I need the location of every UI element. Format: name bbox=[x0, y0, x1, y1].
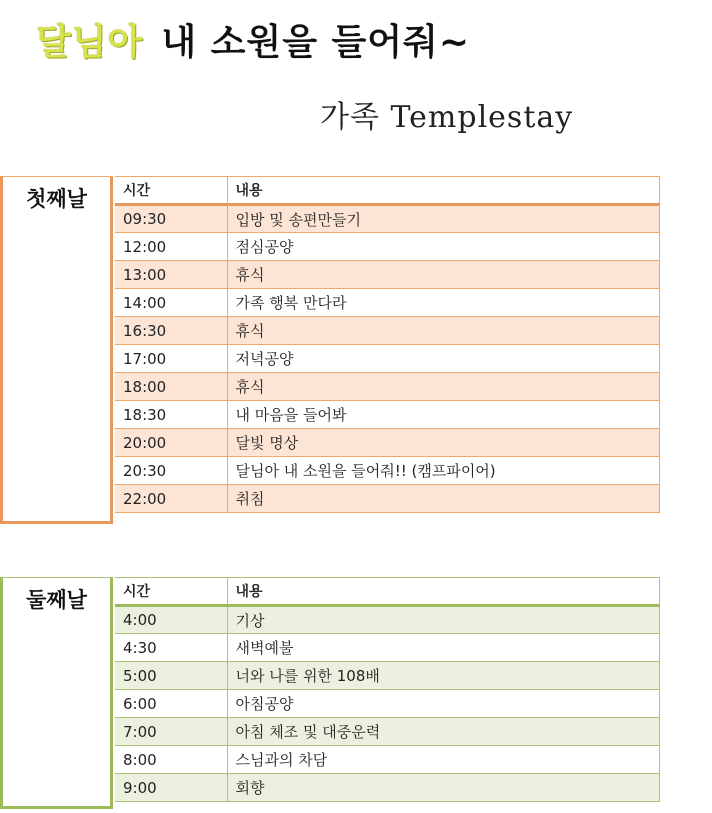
table-row bbox=[115, 485, 660, 513]
title-rest: 내 소원을 들어줘~ bbox=[161, 22, 470, 63]
time-cell: 7:00 bbox=[115, 718, 227, 746]
content-cell: 아침공양 bbox=[227, 690, 660, 718]
content-cell: 달빛 명상 bbox=[227, 429, 660, 457]
time-cell: 20:30 bbox=[115, 457, 227, 485]
day2-label: 둘째날 bbox=[0, 577, 113, 809]
table-row bbox=[115, 634, 660, 662]
title-highlight: 달님아 bbox=[36, 22, 144, 63]
time-cell: 16:30 bbox=[115, 317, 227, 345]
content-cell: 저녁공양 bbox=[227, 345, 660, 373]
table-row bbox=[115, 401, 660, 429]
time-cell: 5:00 bbox=[115, 662, 227, 690]
content-cell: 휴식 bbox=[227, 373, 660, 401]
time-cell: 12:00 bbox=[115, 233, 227, 261]
content-cell: 스님과의 차담 bbox=[227, 746, 660, 774]
time-cell: 14:00 bbox=[115, 289, 227, 317]
page-title bbox=[36, 14, 470, 65]
table-row bbox=[115, 345, 660, 373]
time-cell: 4:30 bbox=[115, 634, 227, 662]
table-row bbox=[115, 746, 660, 774]
day2-header-content: 내용 bbox=[227, 578, 660, 606]
day2-header-time: 시간 bbox=[115, 578, 227, 606]
table-row bbox=[115, 690, 660, 718]
table-row bbox=[115, 606, 660, 634]
content-cell: 기상 bbox=[227, 606, 660, 634]
content-cell: 달님아 내 소원을 들어줘!! (캠프파이어) bbox=[227, 457, 660, 485]
content-cell: 회향 bbox=[227, 774, 660, 802]
content-cell: 점심공양 bbox=[227, 233, 660, 261]
day1-schedule bbox=[0, 176, 660, 524]
time-cell: 6:00 bbox=[115, 690, 227, 718]
time-cell: 22:00 bbox=[115, 485, 227, 513]
time-cell: 09:30 bbox=[115, 205, 227, 233]
time-cell: 18:00 bbox=[115, 373, 227, 401]
content-cell: 아침 체조 및 대중운력 bbox=[227, 718, 660, 746]
time-cell: 20:00 bbox=[115, 429, 227, 457]
content-cell: 휴식 bbox=[227, 317, 660, 345]
content-cell: 너와 나를 위한 108배 bbox=[227, 662, 660, 690]
content-cell: 내 마음을 들어봐 bbox=[227, 401, 660, 429]
day1-header-content: 내용 bbox=[227, 177, 660, 205]
table-row bbox=[115, 233, 660, 261]
content-cell: 취침 bbox=[227, 485, 660, 513]
day1-header-time: 시간 bbox=[115, 177, 227, 205]
time-cell: 4:00 bbox=[115, 606, 227, 634]
table-row bbox=[115, 261, 660, 289]
table-row bbox=[115, 718, 660, 746]
day1-rows bbox=[115, 205, 660, 513]
time-cell: 9:00 bbox=[115, 774, 227, 802]
content-cell: 새벽예불 bbox=[227, 634, 660, 662]
table-row bbox=[115, 774, 660, 802]
day1-header-row bbox=[115, 177, 660, 205]
day2-schedule bbox=[0, 577, 660, 809]
day2-header-row bbox=[115, 578, 660, 606]
content-cell: 휴식 bbox=[227, 261, 660, 289]
time-cell: 17:00 bbox=[115, 345, 227, 373]
content-cell: 가족 행복 만다라 bbox=[227, 289, 660, 317]
table-row bbox=[115, 205, 660, 233]
time-cell: 8:00 bbox=[115, 746, 227, 774]
time-cell: 13:00 bbox=[115, 261, 227, 289]
day2-table bbox=[115, 577, 660, 802]
table-row bbox=[115, 373, 660, 401]
content-cell: 입방 및 송편만들기 bbox=[227, 205, 660, 233]
table-row bbox=[115, 429, 660, 457]
table-row bbox=[115, 457, 660, 485]
table-row bbox=[115, 662, 660, 690]
day2-rows bbox=[115, 606, 660, 802]
day1-label: 첫째날 bbox=[0, 176, 113, 524]
time-cell: 18:30 bbox=[115, 401, 227, 429]
day1-table bbox=[115, 176, 660, 513]
page-subtitle: 가족 Templestay bbox=[320, 100, 574, 135]
table-row bbox=[115, 317, 660, 345]
table-row bbox=[115, 289, 660, 317]
